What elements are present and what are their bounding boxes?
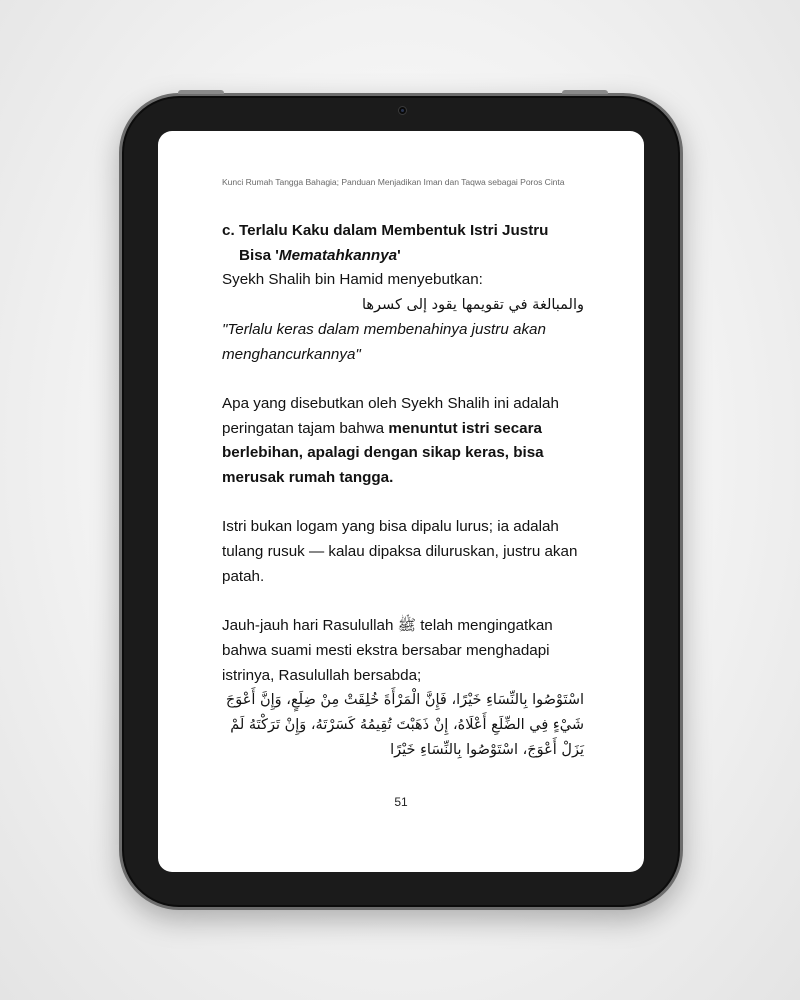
section-title-closing: ' (397, 246, 401, 264)
paragraph-rib: Istri bukan logam yang bisa dipalu lurus; ia adalah tulang rusuk — kalau dipaksa diluruskan, justru akan patah. (222, 518, 578, 585)
front-camera (398, 106, 407, 115)
hadith-arabic: اسْتَوْصُوا بِالنِّسَاءِ خَيْرًا، فَإِنَّ الْمَرْأَةَ خُلِقَتْ مِنْ ضِلَعٍ، وَإِنَّ أَعْوَجَ شَيْءٍ فِي الضِّلَعِ أَعْلَاهُ، إِنْ ذَهَبْتَ تُقِيمُهُ كَسَرْتَهُ، وَإِنْ تَرَكْتَهُ لَمْ يَزَلْ أَعْوَجَ، اسْتَوْصُوا بِالنِّسَاءِ خَيْرًا (225, 692, 584, 758)
running-header: Kunci Rumah Tangga Bahagia; Panduan Menjadikan Iman dan Taqwa sebagai Poros Cinta (222, 177, 565, 187)
section-title: Terlalu Kaku dalam Membentuk Istri Justru Bisa ' (239, 222, 549, 264)
volume-button (178, 90, 224, 94)
paragraph-hadith-intro: Jauh-jauh hari Rasulullah ﷺ telah mengingatkan bahwa suami mesti ekstra bersabar menghadapi istrinya, Rasulullah bersabda; (222, 617, 553, 684)
arabic-quote: والمبالغة في تقويمها يقود إلى كسرها (361, 297, 584, 314)
paragraph-warning: Apa yang disebutkan oleh Syekh Shalih ini adalah peringatan tajam bahwa menuntut istri secara berlebihan, apalagi dengan sikap keras, bisa merusak rumah tangga. (222, 394, 559, 487)
paragraph-warning-bold: menuntut istri secara berlebihan, apalagi dengan sikap keras, bisa merusak rumah tangga. (222, 419, 544, 487)
tablet-device (119, 93, 683, 910)
page-number: 51 (394, 795, 408, 809)
section-heading (222, 219, 584, 268)
intro-line: Syekh Shalih bin Hamid menyebutkan: (222, 271, 483, 289)
ebook-page (158, 131, 644, 872)
power-button (562, 90, 608, 94)
section-number: c. (222, 222, 235, 239)
quote-translation: "Terlalu keras dalam membenahinya justru akan menghancurkannya" (222, 320, 546, 363)
page-content (222, 219, 584, 762)
section-title-emphasis: Mematahkannya (278, 246, 398, 264)
